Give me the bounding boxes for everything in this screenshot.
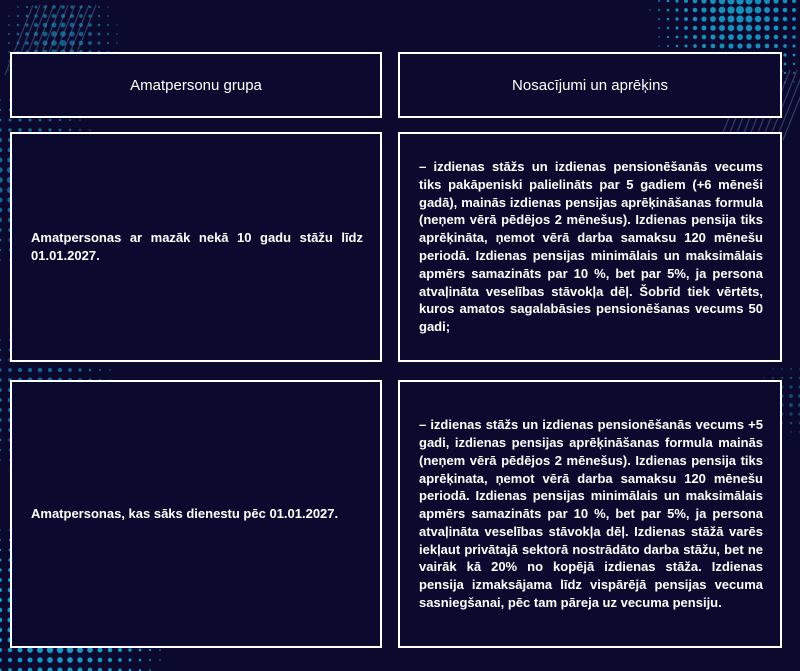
background-dot (98, 658, 103, 663)
background-dot (139, 649, 142, 652)
background-dot (0, 549, 1, 551)
background-dot (737, 34, 743, 40)
background-dot (107, 6, 108, 7)
background-dot (684, 26, 688, 30)
background-dot (0, 259, 1, 261)
background-dot (790, 422, 793, 425)
background-dot (710, 34, 715, 39)
background-dot (0, 628, 2, 632)
background-dot (8, 368, 12, 372)
background-dot (781, 368, 783, 370)
background-dot (790, 431, 792, 433)
background-dot (0, 588, 2, 592)
background-dot (0, 638, 2, 642)
background-dot (0, 658, 2, 662)
background-dot (756, 44, 761, 49)
background-dot (737, 25, 744, 32)
background-dot (0, 128, 2, 131)
background-dot (745, 6, 752, 13)
background-dot (89, 129, 90, 130)
background-dot (693, 0, 698, 3)
background-dot (17, 6, 19, 8)
background-dot (18, 118, 21, 121)
background-dot (59, 119, 61, 121)
background-dot (0, 339, 1, 341)
background-dot (107, 24, 109, 26)
background-dot (0, 568, 2, 571)
background-dot (793, 81, 794, 82)
background-dot (87, 657, 92, 662)
background-dot (77, 657, 82, 662)
background-dot (701, 0, 706, 4)
background-dot (763, 377, 764, 378)
background-dot (736, 6, 744, 14)
background-dot (774, 35, 779, 40)
row-2-group-cell (10, 380, 382, 648)
background-dot (159, 649, 161, 651)
background-dot (792, 44, 795, 47)
background-dot (736, 0, 743, 5)
background-dot (0, 428, 2, 431)
background-dot (727, 6, 734, 13)
background-dot (755, 25, 761, 31)
background-dot (658, 45, 659, 46)
background-dot (658, 18, 660, 20)
row-2-group-text: Amatpersonas, kas sāks dienestu pēc 01.01.2027. (31, 506, 339, 521)
background-dot (783, 0, 788, 3)
background-dot (658, 9, 660, 11)
background-dot (667, 36, 669, 38)
background-dot (0, 148, 2, 153)
background-dot (47, 667, 52, 671)
background-dot (38, 668, 43, 671)
background-dot (684, 0, 688, 3)
background-dot (0, 167, 3, 172)
background-dot (711, 44, 716, 49)
background-dot (8, 33, 10, 35)
background-dot (675, 26, 678, 29)
background-dot (0, 109, 1, 111)
background-dot (755, 16, 761, 22)
background-dot (8, 24, 10, 26)
background-dot (8, 15, 10, 17)
background-dot (702, 35, 707, 40)
background-dot (0, 618, 2, 622)
background-dot (693, 44, 697, 48)
background-dot (658, 0, 660, 2)
background-dot (0, 578, 2, 582)
background-dot (118, 658, 122, 662)
background-dot (675, 0, 678, 3)
background-dot (35, 6, 38, 9)
background-dot (727, 0, 734, 5)
background-dot (746, 25, 752, 31)
background-dot (719, 16, 725, 22)
background-dot (0, 119, 1, 122)
background-dot (34, 41, 38, 45)
background-dot (728, 34, 734, 40)
background-dot (128, 658, 131, 661)
background-dot (789, 403, 793, 407)
background-dot (0, 228, 2, 231)
background-dot (789, 394, 793, 398)
background-dot (0, 349, 1, 351)
background-dot (792, 26, 796, 30)
row-1-conditions-text: – izdienas stāžs un izdienas pensionēšanās vecums tiks pakāpeniski palielināts par 5 gadiem (+6 mēneši gadā), mainās izdienas pensijas aprēķināšanas formula (neņem vērā pēdējos 2 mēnešus). Izdienas pensija tiks aprēķināta, ņemot vērā darba samaksu 120 mēnešu periodā. Izdienas pensijas minimālais un maksimālais apmērs samazināts par 10 %, bet par 5%, ja persona atvaļināta veselības stāvokļa dēļ. Šobrīd tiek vērtēts, kuros amatos sagalabāsies pensionēšanas vecums 50 gadi; (419, 159, 763, 335)
header-group-cell (10, 52, 382, 118)
background-dot (37, 657, 42, 662)
background-dot (48, 368, 52, 372)
background-dot (667, 45, 669, 47)
background-dot (793, 72, 795, 74)
background-dot (658, 36, 660, 38)
background-dot (710, 7, 716, 13)
background-dot (107, 33, 109, 35)
background-dot (684, 35, 687, 38)
background-dot (17, 24, 20, 27)
background-dot (0, 398, 2, 402)
background-dot (0, 418, 2, 422)
background-dot (79, 32, 84, 37)
background-dot (47, 657, 53, 663)
background-dot (783, 35, 787, 39)
background-dot (792, 17, 796, 21)
background-dot (667, 27, 669, 29)
background-dot (57, 657, 63, 663)
background-dot (18, 368, 22, 372)
background-dot (0, 249, 1, 251)
background-dot (0, 559, 1, 562)
background-dot (667, 18, 670, 21)
background-dot (736, 15, 743, 22)
background-dot (0, 439, 1, 442)
background-dot (0, 368, 2, 371)
background-dot (98, 6, 100, 8)
background-dot (783, 8, 788, 13)
background-dot (28, 368, 32, 372)
header-conditions-cell (398, 52, 782, 118)
row-2-conditions-cell (398, 380, 782, 648)
background-dot (107, 15, 109, 17)
background-dot (710, 16, 716, 22)
background-dot (649, 9, 650, 10)
row-1-group-text: Amatpersonas ar mazāk nekā 10 gadu stāžu līdz 01.01.2027. (31, 230, 363, 263)
background-dot (0, 208, 2, 213)
background-dot (793, 54, 796, 57)
background-dot (773, 7, 778, 12)
background-dot (34, 23, 38, 27)
background-dot (0, 648, 2, 652)
background-dot (745, 0, 752, 5)
background-dot (0, 197, 3, 202)
background-dot (746, 43, 751, 48)
background-dot (149, 649, 151, 651)
background-dot (0, 408, 2, 412)
row-1-group-cell (10, 132, 382, 362)
background-dot (159, 659, 160, 660)
background-dot (67, 657, 73, 663)
background-dot (8, 658, 12, 662)
background-dot (17, 33, 20, 36)
background-dot (0, 598, 2, 602)
background-dot (99, 369, 101, 371)
background-dot (684, 17, 688, 21)
background-dot (790, 368, 792, 370)
background-dot (784, 63, 787, 66)
background-dot (0, 218, 2, 222)
background-dot (116, 33, 117, 34)
background-dot (783, 26, 787, 30)
background-dot (774, 26, 779, 31)
background-dot (727, 15, 734, 22)
background-dot (89, 369, 92, 372)
background-dot (772, 377, 774, 379)
background-dot (719, 25, 725, 31)
background-dot (781, 377, 783, 379)
background-dot (69, 129, 71, 131)
background-dot (693, 26, 697, 30)
background-dot (38, 368, 42, 372)
background-dot (149, 659, 151, 661)
background-dot (792, 35, 795, 38)
background-dot (755, 0, 761, 4)
background-dot (0, 378, 2, 382)
background-dot (702, 44, 706, 48)
background-dot (764, 0, 770, 4)
header-conditions-label: Nosacījumi un aprēķins (512, 76, 668, 94)
background-dot (69, 119, 71, 121)
background-dot (764, 16, 770, 22)
background-dot (128, 648, 131, 651)
background-dot (773, 0, 778, 4)
background-dot (764, 7, 770, 13)
background-dot (789, 385, 792, 388)
background-dot (755, 7, 762, 14)
background-dot (0, 239, 1, 242)
background-dot (68, 368, 72, 372)
row-2-conditions-text: – izdienas stāžs un izdienas pensionēšanās vecums +5 gadi, izdienas pensijas aprēķināšanas formula mainās (neņem vērā pēdējos 2 mēnešus). Izdienas pensija tiks aprēķinata, ņemot vērā darba samaksu 120 mēnešu periodā. Izdienas pensijas minimālais un maksimālais apmērs samazināts par 10 %, bet par 5%, ja persona atvaļināta veselības stāvokļa dēļ. Izdienas stāžā varēs iekļaut privātajā sektorā nostrādāto darba stāžu, bet ne vairāk kā 20% no kopējā izdienas stāža. Izdienas pensija izmaksājama līdz vispārējā pensijas vecuma sasniegšanai, pēc tam pāreja uz vecuma pensiju. (419, 417, 763, 611)
background-dot (27, 657, 32, 662)
background-dot (702, 26, 707, 31)
background-dot (8, 42, 10, 44)
background-dot (783, 53, 786, 56)
background-dot (116, 24, 117, 25)
background-dot (719, 0, 725, 4)
background-dot (783, 17, 788, 22)
background-dot (793, 63, 795, 65)
background-dot (764, 34, 769, 39)
background-dot (88, 41, 92, 45)
background-dot (18, 658, 23, 663)
background-dot (28, 118, 31, 121)
background-dot (79, 129, 81, 131)
background-dot (98, 33, 101, 36)
background-dot (0, 138, 2, 142)
background-dot (0, 177, 3, 183)
background-dot (693, 35, 697, 39)
background-dot (676, 45, 679, 48)
background-dot (737, 43, 742, 48)
background-dot (701, 7, 706, 12)
background-dot (676, 36, 679, 39)
background-dot (17, 15, 19, 17)
background-dot (79, 119, 81, 121)
background-dot (87, 647, 93, 653)
background-dot (79, 14, 83, 18)
background-dot (746, 34, 752, 40)
background-dot (745, 15, 752, 22)
background-dot (98, 15, 100, 17)
background-dot (88, 32, 92, 36)
background-dot (789, 412, 792, 415)
background-dot (139, 659, 142, 662)
background-dot (97, 41, 100, 44)
background-dot (0, 608, 2, 612)
background-dot (8, 118, 11, 121)
background-dot (116, 42, 117, 43)
background-dot (728, 25, 734, 31)
background-dot (755, 34, 761, 40)
background-dot (792, 0, 796, 3)
background-dot (67, 667, 72, 671)
background-dot (710, 25, 716, 31)
background-dot (0, 99, 1, 101)
background-dot (772, 368, 773, 369)
background-dot (667, 9, 670, 12)
header-group-label: Amatpersonu grupa (130, 76, 262, 94)
background-dot (8, 648, 13, 653)
background-dot (49, 119, 52, 122)
background-dot (675, 17, 678, 20)
background-dot (765, 44, 770, 49)
background-dot (719, 34, 725, 40)
background-dot (108, 648, 113, 653)
background-dot (693, 17, 698, 22)
background-dot (27, 647, 33, 653)
background-dot (59, 129, 62, 132)
background-dot (784, 72, 786, 74)
background-dot (790, 377, 793, 380)
background-dot (97, 647, 102, 652)
background-dot (701, 16, 706, 21)
background-dot (0, 187, 3, 192)
background-dot (26, 6, 28, 8)
background-dot (783, 44, 787, 48)
background-dot (0, 459, 1, 461)
background-dot (720, 44, 725, 49)
background-dot (61, 5, 65, 9)
background-dot (58, 368, 62, 372)
background-dot (0, 359, 1, 362)
background-dot (0, 449, 1, 451)
background-dot (719, 7, 726, 14)
background-dot (667, 0, 670, 2)
background-dot (684, 44, 687, 47)
background-dot (0, 539, 1, 541)
background-dot (0, 529, 1, 530)
background-dot (107, 42, 109, 44)
background-dot (792, 8, 796, 12)
background-dot (693, 8, 698, 13)
background-dot (0, 157, 3, 162)
background-dot (39, 119, 42, 122)
background-dot (78, 668, 83, 671)
background-dot (764, 25, 770, 31)
background-dot (118, 648, 122, 652)
background-dot (774, 44, 778, 48)
background-dot (98, 24, 101, 27)
row-1-conditions-cell (398, 132, 782, 362)
background-dot (78, 368, 81, 371)
background-dot (684, 8, 688, 12)
background-dot (0, 388, 2, 392)
background-dot (108, 658, 112, 662)
background-dot (710, 0, 716, 4)
background-dot (675, 8, 678, 11)
background-dot (658, 27, 660, 29)
background-dot (57, 667, 62, 671)
background-dot (728, 43, 733, 48)
background-dot (109, 369, 110, 370)
background-dot (17, 647, 22, 652)
background-dot (773, 16, 778, 21)
